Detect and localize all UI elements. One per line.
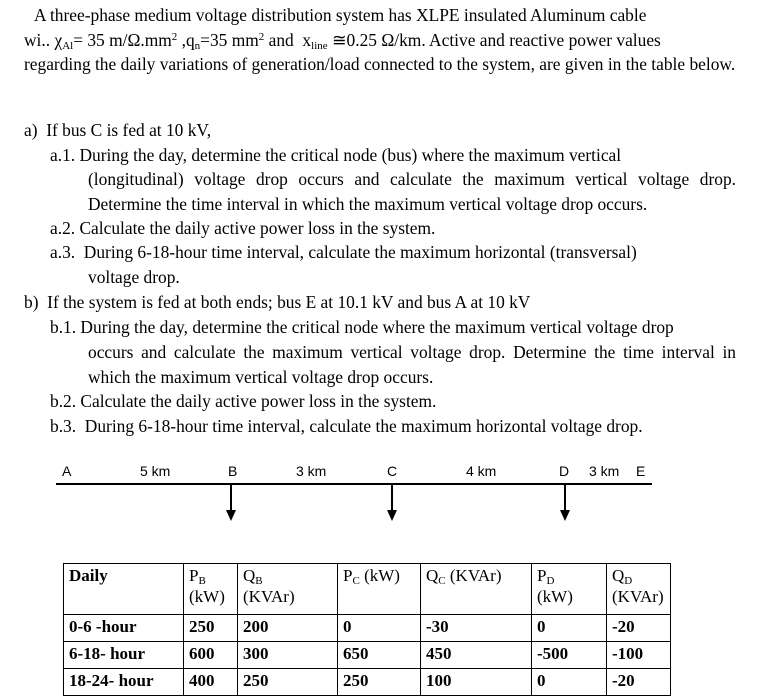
load-arrow-b-icon bbox=[226, 510, 236, 521]
cell-qc: -30 bbox=[421, 615, 532, 642]
segment-label-de: 3 km bbox=[589, 463, 620, 479]
cell-qd: -20 bbox=[607, 669, 671, 696]
bus-label-c: C bbox=[387, 463, 398, 479]
load-line-c bbox=[391, 485, 393, 512]
cell-pd: -500 bbox=[532, 642, 607, 669]
cell-qd: -100 bbox=[607, 642, 671, 669]
segment-label-cd: 4 km bbox=[466, 463, 497, 479]
cell-pd: 0 bbox=[532, 669, 607, 696]
cell-interval: 6-18- hour bbox=[64, 642, 184, 669]
part-b-title: b) If the system is fed at both ends; bus E at 10.1 kV and bus A at 10 kV bbox=[24, 292, 531, 312]
bus-label-e: E bbox=[636, 463, 646, 479]
cell-qd: -20 bbox=[607, 615, 671, 642]
cell-pc: 650 bbox=[338, 642, 421, 669]
header-pc: $P_C$ (kW) bbox=[338, 564, 421, 615]
part-b2: b.2. Calculate the daily active power loss in the system. bbox=[50, 391, 437, 411]
segment-label-ab: 5 km bbox=[140, 463, 171, 479]
cell-pc: 250 bbox=[338, 669, 421, 696]
bus-label-b: B bbox=[228, 463, 238, 479]
cell-qb: 250 bbox=[238, 669, 338, 696]
cell-qc: 450 bbox=[421, 642, 532, 669]
cell-pc: 0 bbox=[338, 615, 421, 642]
cell-pd: 0 bbox=[532, 615, 607, 642]
load-arrow-d-icon bbox=[560, 510, 570, 521]
bus-label-a: A bbox=[62, 463, 72, 479]
part-a1-cont: (longitudinal) voltage drop occurs and calculate the maximum vertical voltage drop. Determine the time interval in which the maximum vertical voltage drop occurs. bbox=[88, 169, 736, 214]
intro-line-1: A three-phase medium voltage distribution system has XLPE insulated Aluminum cable bbox=[34, 5, 647, 25]
part-b3: b.3. During 6-18-hour time interval, calculate the maximum horizontal voltage drop. bbox=[50, 416, 643, 436]
header-qd: $Q_D$ (KVAr) bbox=[607, 564, 671, 615]
header-pb: $P_B$ (kW) bbox=[184, 564, 238, 615]
header-pd: $P_D$ (kW) bbox=[532, 564, 607, 615]
cell-interval: 0-6 -hour bbox=[64, 615, 184, 642]
load-arrow-c-icon bbox=[387, 510, 397, 521]
load-line-d bbox=[564, 485, 566, 512]
header-qc: $Q_C$ (KVAr) bbox=[421, 564, 532, 615]
part-b1-first: b.1. During the day, determine the critical node where the maximum vertical voltage drop bbox=[50, 317, 674, 337]
table-header-row bbox=[64, 564, 671, 615]
bus-line bbox=[56, 483, 652, 485]
cell-qc: 100 bbox=[421, 669, 532, 696]
intro-line-3: regarding the daily variations of generation/load connected to the system, are given in the table below. bbox=[24, 54, 736, 74]
table-row bbox=[64, 642, 671, 669]
part-a3-first: a.3. During 6-18-hour time interval, calculate the maximum horizontal (transversal) bbox=[50, 242, 637, 262]
load-table bbox=[63, 563, 671, 696]
part-a3-cont: voltage drop. bbox=[88, 267, 180, 287]
table-row bbox=[64, 615, 671, 642]
table-row bbox=[64, 669, 671, 696]
cell-interval: 18-24- hour bbox=[64, 669, 184, 696]
part-b1-cont: occurs and calculate the maximum vertical voltage drop. Determine the time interval in which the maximum vertical voltage drop occurs. bbox=[88, 342, 736, 387]
cell-qb: 300 bbox=[238, 642, 338, 669]
part-a-title: a) If bus C is fed at 10 kV, bbox=[24, 120, 212, 140]
header-daily: Daily bbox=[64, 564, 184, 615]
cell-pb: 250 bbox=[184, 615, 238, 642]
load-line-b bbox=[230, 485, 232, 512]
segment-label-bc: 3 km bbox=[296, 463, 327, 479]
bus-label-d: D bbox=[559, 463, 570, 479]
cell-pb: 600 bbox=[184, 642, 238, 669]
part-a1-first: a.1. During the day, determine the critical node (bus) where the maximum vertical bbox=[50, 145, 622, 165]
intro-line-2: wi.. $\chi_{Al}= 35$ $m/\Omega.mm^2$ $,q_n=35$ $mm^2$ and $x_{line}$ ≅0.25 Ω/km. Active and reactive power values bbox=[24, 30, 661, 52]
cell-pb: 400 bbox=[184, 669, 238, 696]
cell-qb: 200 bbox=[238, 615, 338, 642]
part-a2: a.2. Calculate the daily active power loss in the system. bbox=[50, 218, 436, 238]
header-qb: $Q_B$ (KVAr) bbox=[238, 564, 338, 615]
